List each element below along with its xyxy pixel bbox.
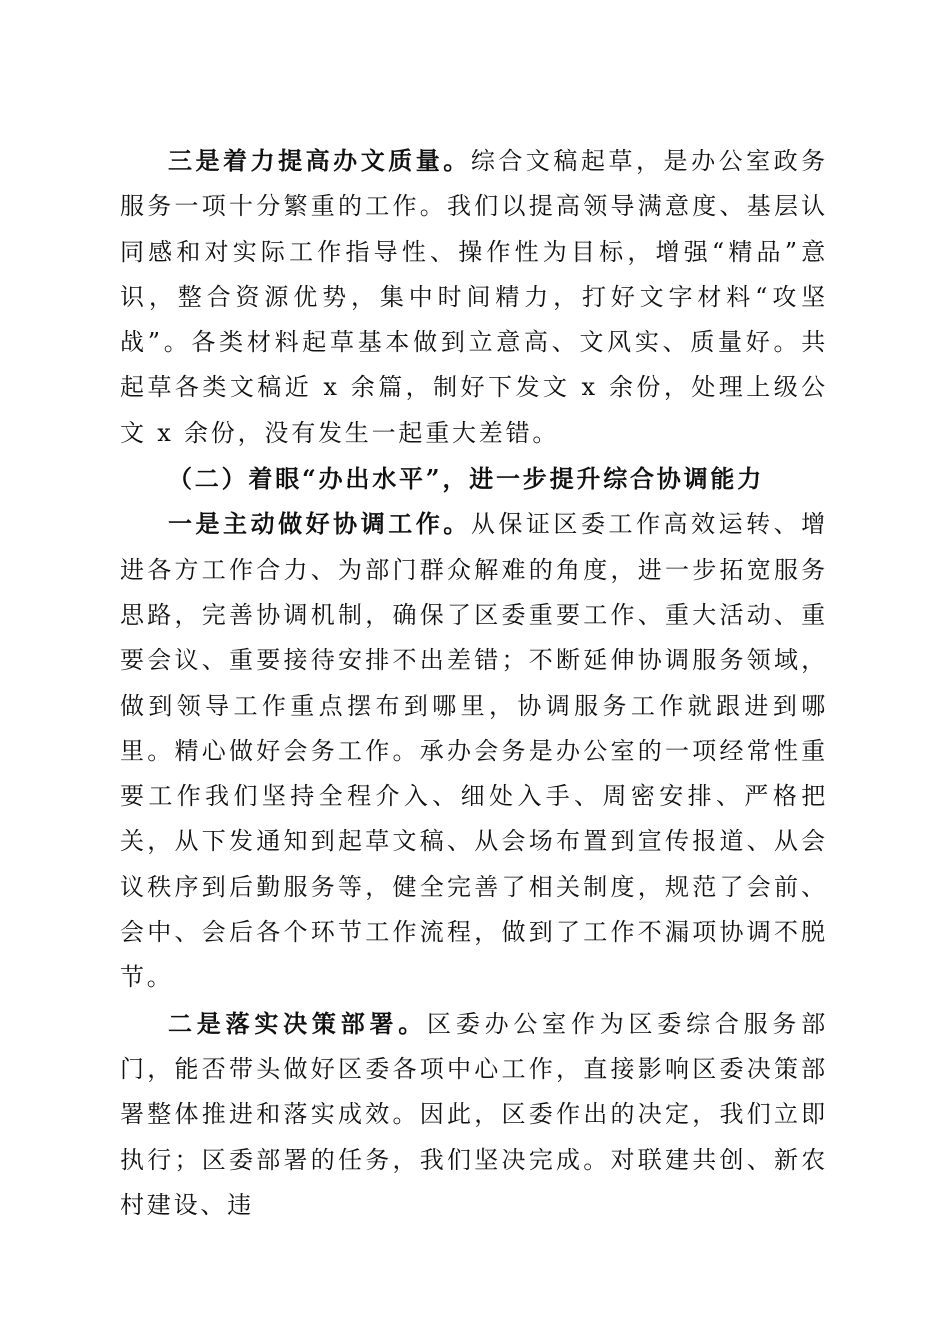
section-heading: （二）着眼“办出水平”，进一步提升综合协调能力 xyxy=(168,464,765,494)
paragraph-implement-decisions xyxy=(120,1001,828,1228)
paragraph-coordination-work xyxy=(120,501,828,1000)
paragraph-text: 从保证区委工作高效运转、增进各方工作合力、为部门群众解难的角度，进一步拓宽服务思路，完善协调机制，确保了区委重要工作、重大活动、重要会议、重要接待安排不出差错；不断延伸协调服务领域，做到领导工作重点摆布到哪里，协调服务工作就跟进到哪里。精心做好会务工作。承办会务是办公室的一项经常性重要工作我们坚持全程介入、细处入手、周密安排、严格把关，从下发通知到起草文稿、从会场布置到宣传报道、从会议秩序到后勤服务等，健全完善了相关制度，规范了会前、会中、会后各个环节工作流程，做到了工作不漏项协调不脱节。 xyxy=(120,510,828,992)
paragraph-text: 区委办公室作为区委综合服务部门，能否带头做好区委各项中心工作，直接影响区委决策部署整体推进和落实成效。因此，区委作出的决定，我们立即执行；区委部署的任务，我们坚决完成。对联建共创、新农村建设、违 xyxy=(120,1009,829,1219)
paragraph-lead: 二是落实决策部署。 xyxy=(168,1008,428,1038)
paragraph-lead: 一是主动做好协调工作。 xyxy=(168,509,471,539)
document-body xyxy=(120,138,828,1228)
paragraph-lead: 三是着力提高办文质量。 xyxy=(168,146,471,175)
paragraph-office-document-quality xyxy=(120,138,828,456)
paragraph-text: 综合文稿起草，是办公室政务服务一项十分繁重的工作。我们以提高领导满意度、基层认同感和对实际工作指导性、操作性为目标，增强“精品”意识，整合资源优势，集中时间精力，打好文字材料“攻坚战”。各类材料起草基本做到立意高、文风实、质量好。共起草各类文稿近 x 余篇，制好下发文 x 余份，处理上级公文 x 余份，没有发生一起重大差错。 xyxy=(120,147,828,447)
